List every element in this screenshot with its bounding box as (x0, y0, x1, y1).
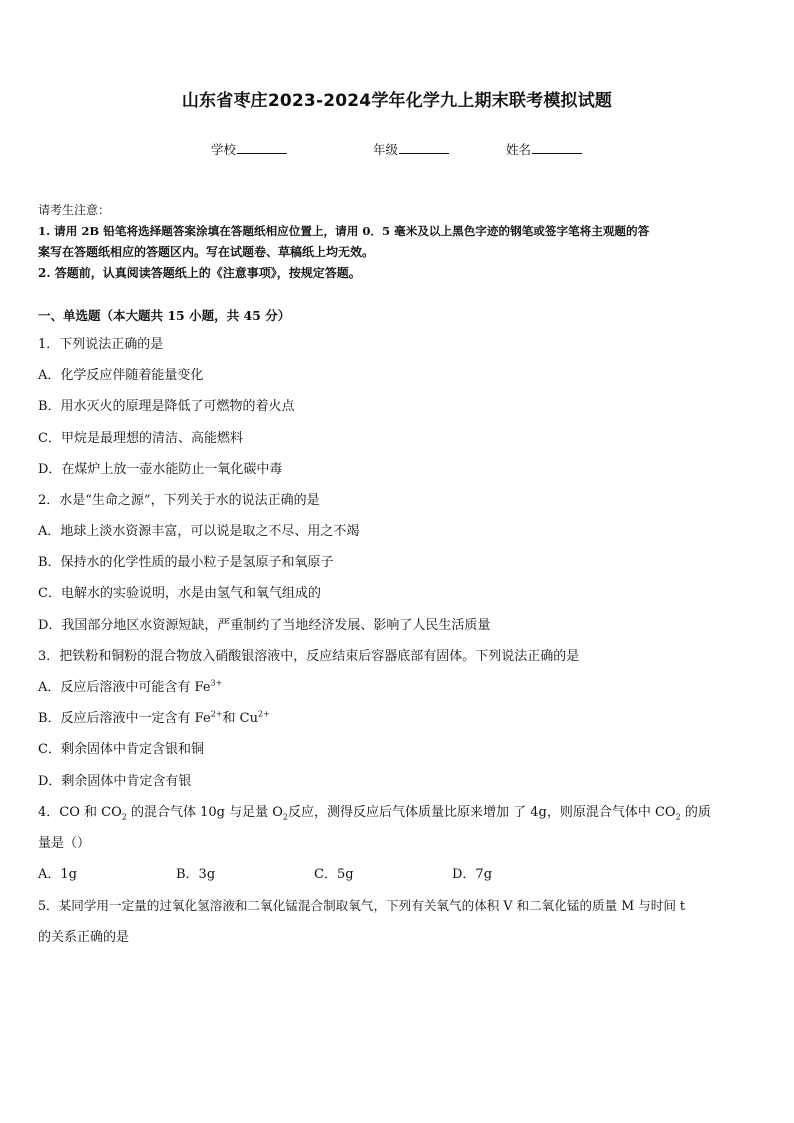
q1-option-b: B．用水灭火的原理是降低了可燃物的着火点 (38, 399, 295, 414)
q3-option-b-charge-1: 2+ (210, 709, 223, 719)
school-blank (237, 141, 287, 154)
q1-option-c: C．甲烷是最理想的清洁、高能燃料 (38, 431, 243, 446)
grade-field (373, 140, 449, 158)
q1-option-a: A．化学反应伴随着能量变化 (38, 368, 204, 383)
q3-option-b-text-1: B．反应后溶液中一定含有 Fe (38, 711, 211, 726)
q1-option-d: D．在煤炉上放一壶水能防止一氧化碳中毒 (38, 462, 283, 477)
q5-stem-line-2: 的关系正确的是 (38, 930, 130, 945)
q3-option-b-text-2: 和 Cu (222, 711, 258, 726)
q4-stem-part-2: 的混合气体 10g 与足量 O (126, 805, 283, 820)
q3-option-a-charge: 3+ (210, 678, 223, 688)
q4-stem-line-1 (38, 801, 758, 822)
notice-heading: 请考生注意： (38, 203, 111, 217)
q1-stem: 1．下列说法正确的是 (38, 337, 164, 352)
q4-option-c: C．5g (314, 867, 354, 882)
q3-option-d: D．剩余固体中肯定含有银 (38, 774, 192, 789)
name-field (506, 140, 582, 158)
school-label: 学校 (211, 142, 237, 157)
q5-stem-line-1: 5．某同学用一定量的过氧化氢溶液和二氧化锰混合制取氧气，下列有关氧气的体积 V 和二氧化锰的质量 M 与时间 t (38, 898, 685, 913)
school-field (211, 140, 287, 158)
notice-item-1-line-1: 1. 请用 2B 铅笔将选择题答案涂填在答题纸相应位置上，请用 0．5 毫米及以上黑色字迹的钢笔或签字笔将主观题的答 (38, 224, 650, 238)
q4-options (38, 863, 758, 882)
q4-subscript-3: 2 (675, 812, 681, 822)
q3-stem: 3．把铁粉和铜粉的混合物放入硝酸银溶液中，反应结束后容器底部有固体。下列说法正确的是 (38, 649, 580, 664)
q2-option-c: C．电解水的实验说明，水是由氢气和氧气组成的 (38, 586, 321, 601)
q4-stem-part-1: 4．CO 和 CO (38, 805, 122, 820)
name-label: 姓名 (506, 142, 532, 157)
q4-stem-part-3: 反应，测得反应后气体质量比原来增加 了 4g，则原混合气体中 CO (288, 805, 676, 820)
q3-option-a-text: A．反应后溶液中可能含有 Fe (38, 680, 211, 695)
q3-option-a (38, 676, 758, 695)
q2-stem: 2．水是“生命之源”，下列关于水的说法正确的是 (38, 493, 320, 508)
q4-subscript-2: 2 (282, 812, 288, 822)
q2-option-a: A．地球上淡水资源丰富，可以说是取之不尽、用之不竭 (38, 524, 360, 539)
notice-block (38, 200, 758, 284)
grade-blank (399, 141, 449, 154)
q3-option-b-charge-2: 2+ (257, 709, 270, 719)
q4-subscript-1: 2 (121, 812, 127, 822)
name-blank (532, 141, 582, 154)
q4-option-b: B．3g (176, 867, 216, 882)
page-title: 山东省枣庄2023-2024学年化学九上期末联考模拟试题 (181, 91, 613, 111)
q3-option-c: C．剩余固体中肯定含银和铜 (38, 742, 204, 757)
grade-label: 年级 (373, 142, 399, 157)
q4-option-d: D．7g (452, 867, 493, 882)
notice-item-2: 2. 答题前，认真阅读答题纸上的《注意事项》，按规定答题。 (38, 266, 361, 280)
q3-option-b (38, 707, 758, 726)
q4-option-a: A．1g (38, 867, 77, 882)
q2-option-d: D．我国部分地区水资源短缺，严重制约了当地经济发展、影响了人民生活质量 (38, 618, 491, 633)
notice-item-1-line-2: 案写在答题纸相应的答题区内。写在试题卷、草稿纸上均无效。 (38, 245, 375, 259)
q2-option-b: B．保持水的化学性质的最小粒子是氢原子和氧原子 (38, 555, 334, 570)
q4-stem-line-2: 量是（） (38, 836, 91, 851)
section-heading: 一、单选题（本大题共 15 小题，共 45 分） (38, 308, 291, 323)
q4-stem-part-4: 的质 (680, 805, 711, 820)
